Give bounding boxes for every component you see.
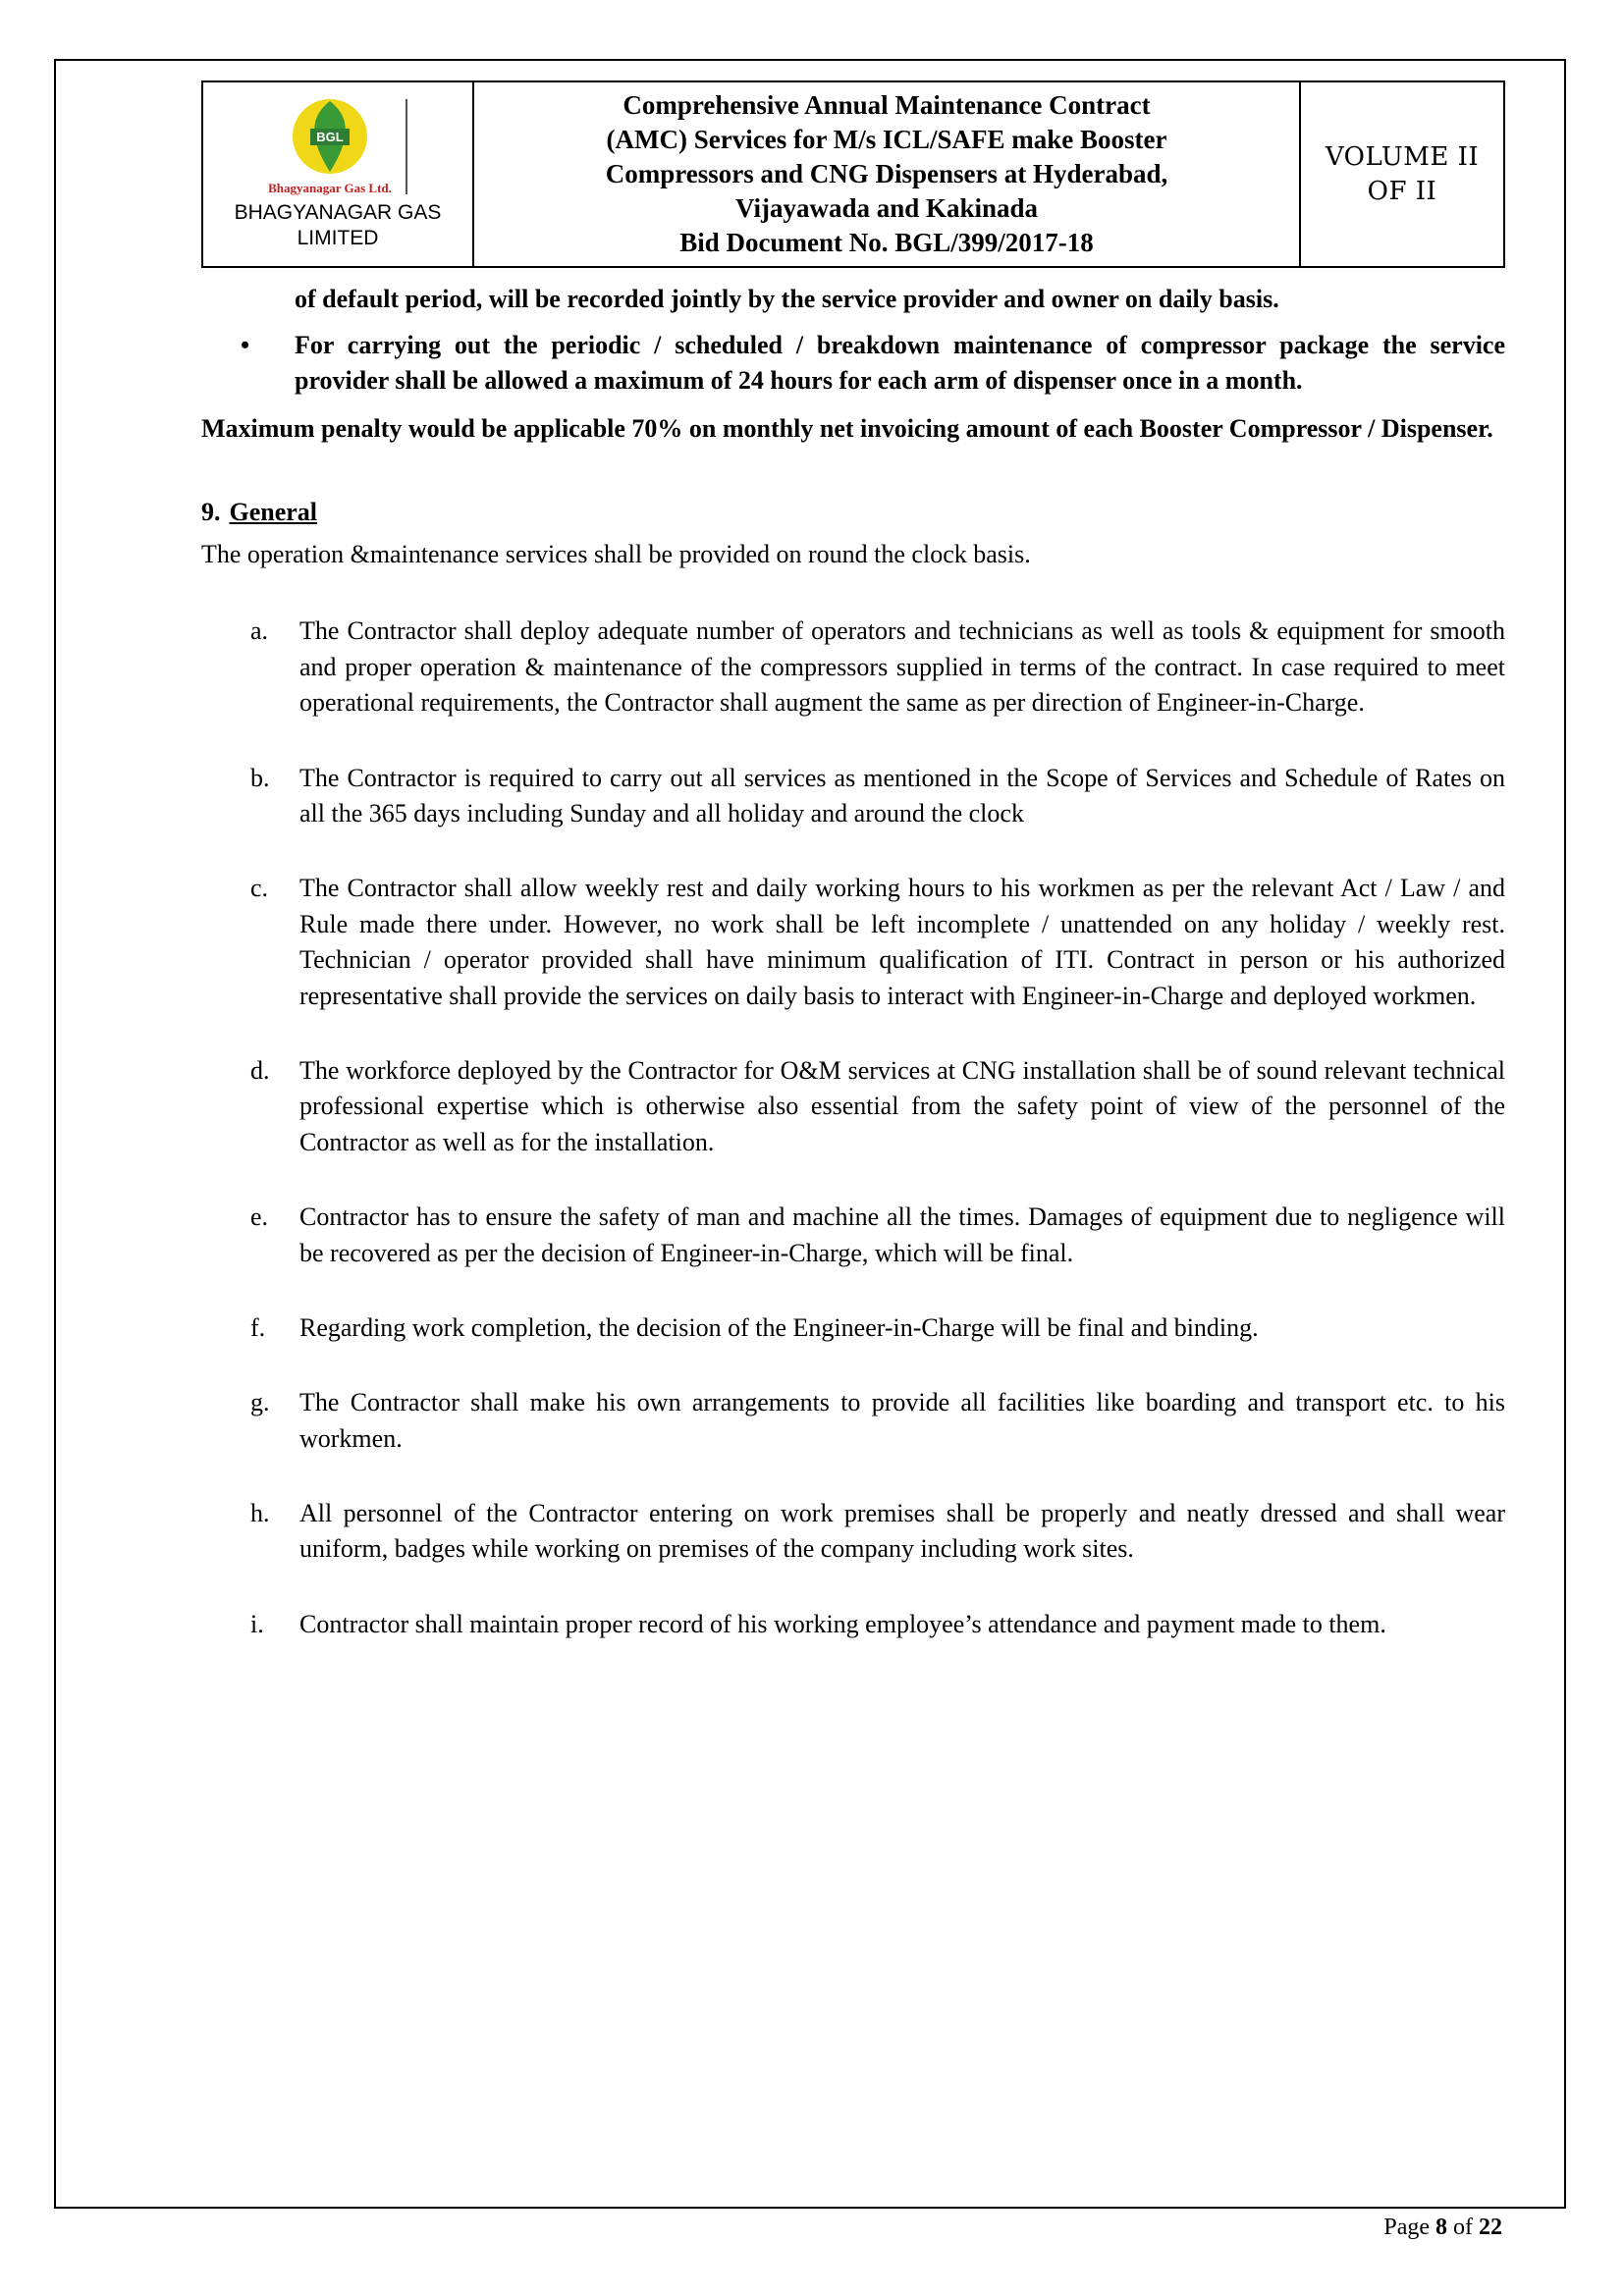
list-item-label: a. — [250, 616, 269, 646]
footer-page-number: 8 — [1435, 2215, 1447, 2240]
footer-of-label: of — [1447, 2215, 1479, 2240]
page-content — [56, 61, 1564, 1642]
list-item-d — [250, 1053, 1505, 1160]
list-item-h — [250, 1496, 1505, 1568]
list-item-b — [250, 761, 1505, 832]
list-item-label: i. — [250, 1609, 264, 1638]
page-footer — [1383, 2215, 1502, 2241]
paragraph-continuation: of default period, will be recorded jointly by the service provider and owner on daily basis. — [295, 285, 1279, 314]
list-item-text: The Contractor is required to carry out all services as mentioned in the Scope of Services and Schedule of Rates on all the 365 days including Sunday and all holiday and around the clock — [299, 763, 1505, 828]
svg-text:BGL: BGL — [316, 129, 344, 144]
list-item-text: All personnel of the Contractor entering on work premises shall be properly and neatly dressed and shall wear uniform, badges while working on premises of the company including work sites. — [299, 1499, 1505, 1564]
company-name-line2: LIMITED — [297, 227, 379, 250]
logo-subtitle: Bhagyanagar Gas Ltd. — [268, 180, 392, 195]
page-border — [54, 59, 1566, 2209]
company-name-line1: BHAGYANAGAR GAS — [234, 200, 442, 224]
paragraph-penalty: Maximum penalty would be applicable 70% on monthly net invoicing amount of each Booster Compressor / Dispenser. — [201, 413, 1493, 443]
company-logo-icon — [268, 97, 392, 196]
lettered-list — [201, 614, 1505, 1642]
logo-divider — [406, 99, 407, 194]
list-item-text: Regarding work completion, the decision of the Engineer-in-Charge will be final and binding. — [299, 1312, 1259, 1342]
list-item-f — [250, 1310, 1505, 1346]
list-item-i — [250, 1607, 1505, 1642]
document-title-line3: Compressors and CNG Dispensers at Hyderabad, — [605, 159, 1168, 189]
list-item-label: d. — [250, 1055, 270, 1085]
document-title-line2: (AMC) Services for M/s ICL/SAFE make Booster — [606, 125, 1167, 155]
list-item-c — [250, 871, 1505, 1014]
bullet-item — [241, 328, 1505, 400]
list-item-text: Contractor has to ensure the safety of man and machine all the times. Damages of equipment due to negligence will be recovered as per the decision of Engineer-in-Charge, which will be final. — [299, 1202, 1505, 1267]
footer-page-label: Page — [1383, 2215, 1435, 2240]
list-item-label: g. — [250, 1388, 270, 1417]
list-item-text: The Contractor shall allow weekly rest and daily working hours to his workmen as per the relevant Act / Law / and Rule made there under. However, no work shall be left incomplete / unattended on any holiday / weekly rest. Technician / operator provided shall have minimum qualification of ITI. Contract in person or his authorized representative shall provide the services on daily basis to interact with Engineer-in-Charge and deployed workmen. — [299, 874, 1505, 1010]
footer-total-pages: 22 — [1479, 2215, 1502, 2240]
list-item-label: h. — [250, 1499, 270, 1528]
list-item-a — [250, 614, 1505, 721]
header-volume-cell — [1300, 81, 1504, 267]
bullet-text: For carrying out the periodic / scheduled / breakdown maintenance of compressor package the service provider shall be allowed a maximum of 24 hours for each arm of dispenser once in a month. — [295, 330, 1505, 396]
list-item-e — [250, 1200, 1505, 1271]
document-title-line1: Comprehensive Annual Maintenance Contract — [623, 90, 1151, 120]
volume-line2: OF II — [1367, 176, 1437, 206]
list-item-text: The workforce deployed by the Contractor for O&M services at CNG installation shall be of sound relevant technical professional expertise which is otherwise also essential from the safety point of view of the personnel of the Contractor as well as for the installation. — [299, 1055, 1505, 1156]
bullet-marker-icon: • — [241, 330, 250, 359]
list-item-text: The Contractor shall deploy adequate number of operators and technicians as well as tools & equipment for smooth and proper operation & maintenance of the compressors supplied in terms of the contract. In case required to meet operational requirements, the Contractor shall augment the same as per direction of Engineer-in-Charge. — [299, 616, 1505, 718]
list-item-text: Contractor shall maintain proper record of his working employee’s attendance and payment made to them. — [299, 1609, 1386, 1638]
document-title-line4: Vijayawada and Kakinada — [734, 193, 1039, 224]
document-header — [201, 80, 1505, 268]
bgl-logo-icon — [289, 97, 371, 180]
company-name — [211, 200, 464, 252]
header-title-cell — [473, 81, 1300, 267]
list-item-label: b. — [250, 763, 270, 792]
section-heading — [201, 498, 1505, 527]
section-title: General — [229, 498, 318, 527]
list-item-label: e. — [250, 1202, 269, 1232]
volume-line1: VOLUME II — [1325, 141, 1480, 172]
list-item-text: The Contractor shall make his own arrangements to provide all facilities like boarding and transport etc. to his workmen. — [299, 1388, 1505, 1453]
list-item-label: f. — [250, 1312, 266, 1342]
list-item-g — [250, 1385, 1505, 1457]
bid-document-number: Bid Document No. BGL/399/2017-18 — [679, 228, 1094, 258]
logo-wrap — [211, 97, 464, 196]
section-number: 9. — [201, 498, 221, 527]
section-intro: The operation &maintenance services shall be provided on round the clock basis. — [201, 540, 1031, 569]
header-logo-cell — [202, 81, 473, 267]
list-item-label: c. — [250, 874, 269, 903]
